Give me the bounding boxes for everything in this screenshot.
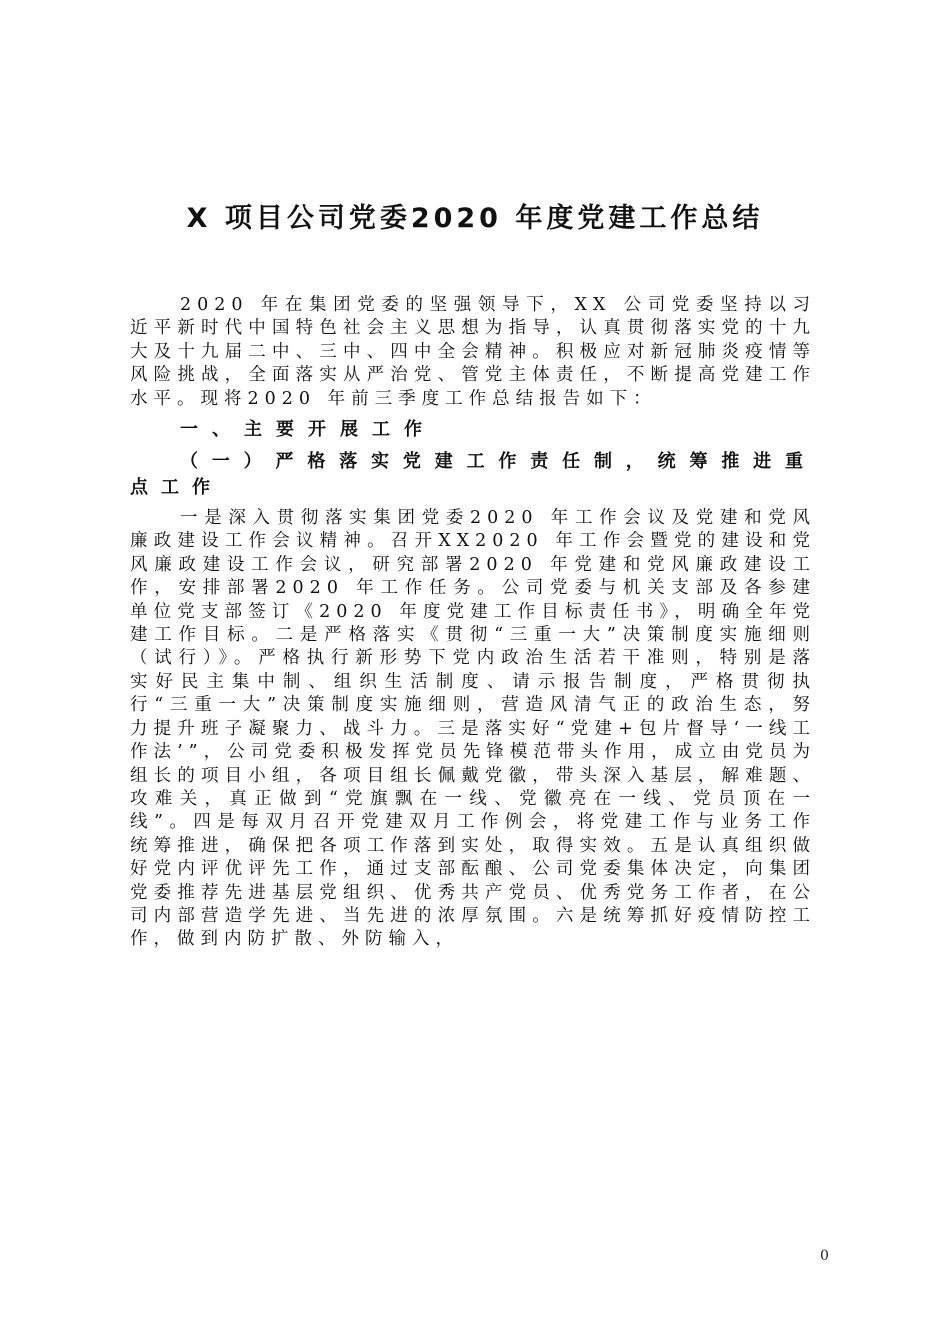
document-title: X 项目公司党委2020 年度党建工作总结 [186, 203, 764, 234]
document-body [130, 294, 816, 952]
body-paragraph: 一是深入贯彻落实集团党委2020 年工作会议及党建和党风廉政建设工作会议精神。召开XX2020 年工作会暨党的建设和党风廉政建设工作会议，研究部署2020 年党建和党风廉政建设工作，安排部署2020 年工作任务。公司党委与机关支部及各参建单位党支部签订《2020 年度党建工作目标责任书》，明确全年党建工作目标。二是严格落实《贯彻“三重一大”决策制度实施细则（试行）》。严格执行新形势下党内政治生活若干准则，特别是落实好民主集中制、组织生活制度、请示报告制度，严格贯彻执行“三重一大”决策制度实施细则，营造风清气正的政治生态，努力提升班子凝聚力、战斗力。三是落实好“党建+包片督导‘一线工作法’”，公司党委积极发挥党员先锋模范带头作用，成立由党员为组长的项目小组，各项目组长佩戴党徽，带头深入基层，解难题、攻难关，真正做到“党旗飘在一线、党徽亮在一线、党员顶在一线”。四是每双月召开党建双月工作例会，将党建工作与业务工作统筹推进，确保把各项工作落到实处，取得实效。五是认真组织做好党内评优评先工作，通过支部酝酿、公司党委集体决定，向集团党委推荐先进基层党组织、优秀共产党员、优秀党务工作者，在公司内部营造学先进、当先进的浓厚氛围。六是统筹抓好疫情防控工作，做到内防扩散、外防输入， [130, 508, 816, 950]
page-number: 0 [820, 1248, 829, 1264]
intro-paragraph: 2020 年在集团党委的坚强领导下，XX 公司党委坚持以习近平新时代中国特色社会主义思想为指导，认真贯彻落实党的十九大及十九届二中、三中、四中全会精神。积极应对新冠肺炎疫情等风险挑战，全面落实从严治党、管党主体责任，不断提高党建工作水平。现将2020 年前三季度工作总结报告如下： [130, 295, 816, 409]
section-heading: 一、主要开展工作 [180, 419, 436, 441]
subsection-heading: （一）严格落实党建工作责任制，统筹推进重点工作 [130, 451, 816, 499]
